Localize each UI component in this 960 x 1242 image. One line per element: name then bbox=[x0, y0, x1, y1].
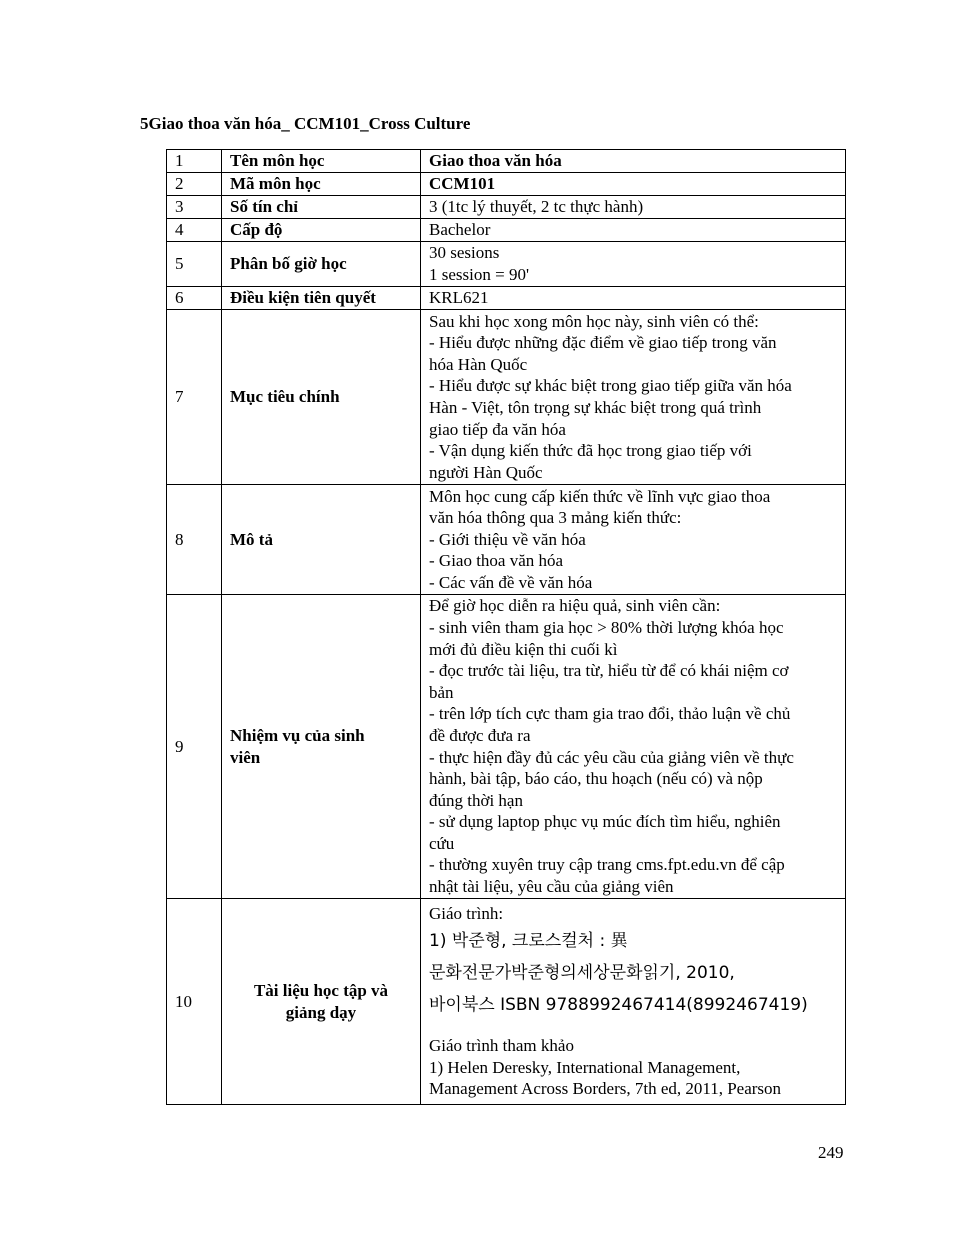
row-number: 3 bbox=[167, 196, 222, 219]
reference-line: 1) Helen Deresky, International Management, bbox=[429, 1057, 741, 1077]
value-line: văn hóa thông qua 3 mảng kiến thức: bbox=[429, 508, 682, 528]
row-number: 2 bbox=[167, 173, 222, 196]
value-line: - sinh viên tham gia học > 80% thời lượng khóa học bbox=[429, 617, 784, 637]
value-line: - đọc trước tài liệu, tra từ, hiểu từ để có khái niệm cơ bbox=[429, 661, 789, 681]
value-line: - sử dụng laptop phục vụ múc đích tìm hiểu, nghiên bbox=[429, 812, 781, 832]
row-label: Cấp độ bbox=[222, 219, 421, 242]
row-label: Mô tả bbox=[222, 485, 421, 595]
table-row bbox=[167, 173, 846, 196]
row-label: Phân bố giờ học bbox=[222, 242, 421, 287]
row-number: 4 bbox=[167, 219, 222, 242]
row-label: Điều kiện tiên quyết bbox=[222, 287, 421, 310]
value-line: - thường xuyên truy cập trang cms.fpt.edu.vn để cập bbox=[429, 855, 785, 875]
row-value: Giao thoa văn hóa bbox=[421, 150, 846, 173]
row-label: Số tín chỉ bbox=[222, 196, 421, 219]
value-line: Môn học cung cấp kiến thức về lĩnh vực giao thoa bbox=[429, 486, 771, 506]
value-line: Để giờ học diễn ra hiệu quả, sinh viên cần: bbox=[429, 596, 721, 616]
row-label: Tên môn học bbox=[222, 150, 421, 173]
row-value: Bachelor bbox=[421, 219, 846, 242]
row-number: 8 bbox=[167, 485, 222, 595]
table-row bbox=[167, 310, 846, 485]
value-line: - Các vấn đề về văn hóa bbox=[429, 572, 593, 592]
textbook-line: 1) 박준형, 크로스컬처 : 異 bbox=[429, 930, 628, 951]
value-line: - Hiểu được sự khác biệt trong giao tiếp giữa văn hóa bbox=[429, 376, 792, 396]
table-row bbox=[167, 242, 846, 287]
label-line: viên bbox=[230, 747, 261, 767]
row-label bbox=[222, 595, 421, 899]
row-value bbox=[421, 485, 846, 595]
table-row bbox=[167, 485, 846, 595]
value-line: - Hiểu được những đặc điểm về giao tiếp trong văn bbox=[429, 333, 777, 353]
spacer bbox=[429, 1021, 837, 1035]
reference-title: Giáo trình tham khảo bbox=[429, 1035, 574, 1055]
value-line: Sau khi học xong môn học này, sinh viên có thể: bbox=[429, 311, 759, 331]
row-number: 5 bbox=[167, 242, 222, 287]
textbook-title: Giáo trình: bbox=[429, 904, 504, 924]
value-line: hóa Hàn Quốc bbox=[429, 354, 528, 374]
value-line: Hàn - Việt, tôn trọng sự khác biệt trong quá trình bbox=[429, 398, 762, 417]
value-line: - Giao thoa văn hóa bbox=[429, 551, 564, 571]
value-line: hành, bài tập, báo cáo, thu hoạch (nếu có) và nộp bbox=[429, 769, 763, 789]
table-row bbox=[167, 287, 846, 310]
value-line: người Hàn Quốc bbox=[429, 462, 543, 482]
value-line: - trên lớp tích cực tham gia trao đổi, thảo luận về chủ bbox=[429, 704, 791, 724]
value-line: giao tiếp đa văn hóa bbox=[429, 419, 566, 439]
label-line: Tài liệu học tập và bbox=[253, 980, 389, 1000]
row-number: 1 bbox=[167, 150, 222, 173]
row-number: 9 bbox=[167, 595, 222, 899]
row-value: CCM101 bbox=[421, 173, 846, 196]
row-value bbox=[421, 310, 846, 485]
value-line: đề được đưa ra bbox=[429, 725, 531, 745]
row-number: 7 bbox=[167, 310, 222, 485]
row-value bbox=[421, 242, 846, 287]
value-line: mới đủ điều kiện thi cuối kì bbox=[429, 639, 618, 659]
textbook-line: 문화전문가박준형의세상문화읽기, 2010, bbox=[429, 962, 735, 983]
row-number: 6 bbox=[167, 287, 222, 310]
row-value bbox=[421, 899, 846, 1105]
value-line: đúng thời hạn bbox=[429, 790, 523, 810]
row-value: 3 (1tc lý thuyết, 2 tc thực hành) bbox=[421, 196, 846, 219]
value-line: 30 sesions bbox=[429, 243, 500, 263]
value-line: cứu bbox=[429, 833, 455, 853]
textbook-line: 바이북스 ISBN 9788992467414(8992467419) bbox=[429, 994, 808, 1015]
value-line: - Giới thiệu về văn hóa bbox=[429, 529, 586, 549]
value-line: bản bbox=[429, 682, 454, 702]
reference-line: Management Across Borders, 7th ed, 2011, Pearson bbox=[429, 1079, 782, 1099]
table-row bbox=[167, 899, 846, 1105]
table-row bbox=[167, 150, 846, 173]
table-row bbox=[167, 196, 846, 219]
table-row bbox=[167, 219, 846, 242]
page-number: 249 bbox=[818, 1143, 844, 1162]
row-value bbox=[421, 595, 846, 899]
value-line: - thực hiện đầy đủ các yêu cầu của giảng viên về thực bbox=[429, 747, 794, 767]
value-line: nhật tài liệu, yêu cầu của giảng viên bbox=[429, 877, 674, 897]
row-value: KRL621 bbox=[421, 287, 846, 310]
value-line: - Vận dụng kiến thức đã học trong giao tiếp với bbox=[429, 441, 752, 461]
syllabus-table bbox=[166, 149, 846, 1105]
row-label: Mục tiêu chính bbox=[222, 310, 421, 485]
page-heading: 5Giao thoa văn hóa_ CCM101_Cross Culture bbox=[140, 114, 471, 133]
label-line: giảng dạy bbox=[285, 1002, 357, 1022]
row-number: 10 bbox=[167, 899, 222, 1105]
label-line: Nhiệm vụ của sinh bbox=[230, 725, 365, 745]
table-row bbox=[167, 595, 846, 899]
row-label bbox=[222, 899, 421, 1105]
value-line: 1 session = 90' bbox=[429, 265, 530, 284]
row-label: Mã môn học bbox=[222, 173, 421, 196]
